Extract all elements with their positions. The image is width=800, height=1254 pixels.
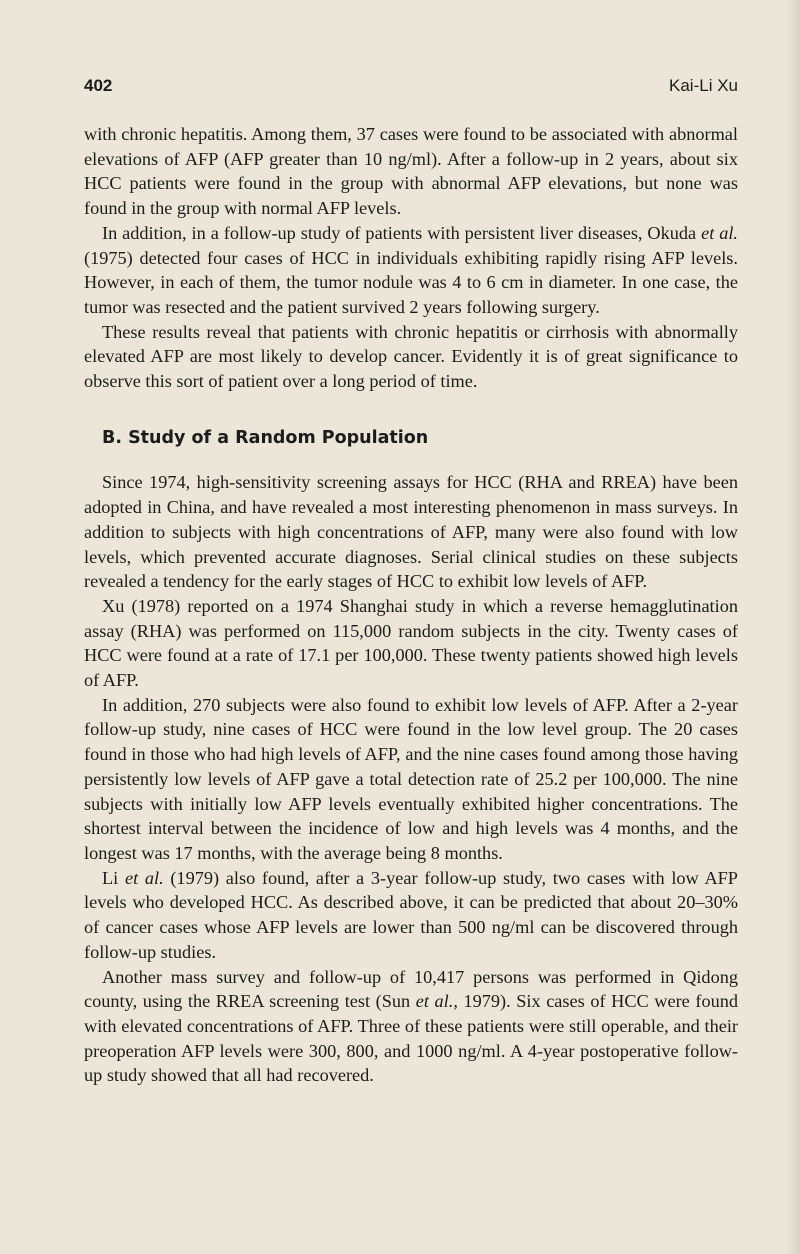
citation-et-al: et al. bbox=[701, 222, 738, 243]
page-number: 402 bbox=[84, 76, 113, 95]
paragraph-6: In addition, 270 subjects were also found to exhibit low levels of AFP. After a 2-year follow-up study, nine cases of HCC were found in the low level group. The 20 cases found in those who had high levels of AFP, and the nine cases found among those having persistently low levels of AFP gave a total detection rate of 25.2 per 100,000. The nine subjects with initially low AFP levels eventually exhibited higher concentrations. The shortest interval between the incidence of low and high levels was 4 months, and the longest was 17 months, with the average being 8 months. bbox=[84, 694, 738, 863]
paragraph-5: Xu (1978) reported on a 1974 Shanghai study in which a reverse hemagglutination assay (RHA) was performed on 115,000 random subjects in the city. Twenty cases of HCC were found at a rate of 17.1 per 100,000. These twenty patients showed high levels of AFP. bbox=[84, 595, 738, 691]
running-head-author: Kai-Li Xu bbox=[669, 76, 738, 95]
paragraph-4: Since 1974, high-sensitivity screening assays for HCC (RHA and RREA) have been adopted in China, and have revealed a most interesting phenomenon in mass surveys. In addition to subjects with high concentrations of AFP, many were also found with low levels, which prevented accurate diagnoses. Serial clinical studies on these subjects revealed a tendency for the early stages of HCC to exhibit low levels of AFP. bbox=[84, 472, 738, 592]
section-heading: B. Study of a Random Population bbox=[102, 427, 429, 448]
body-text bbox=[84, 122, 738, 1088]
paragraph-8: Another mass survey and follow-up of 10,417 persons was performed in Qidong county, using the RREA screening test (Sun et al., 1979). Six cases of HCC were found with elevated concentrations of AFP. Three of these patients were still operable, and their preoperation AFP levels were 300, 800, and 1000 ng/ml. A 4-year postoperative follow-up study showed that all had recovered. bbox=[84, 966, 739, 1086]
page-edge-shadow bbox=[786, 0, 800, 1254]
citation-et-al: et al. bbox=[415, 991, 454, 1012]
paragraph-1: with chronic hepatitis. Among them, 37 cases were found to be associated with abnormal elevations of AFP (AFP greater than 10 ng/ml). After a follow-up in 2 years, about six HCC patients were found in the group with abnormal AFP elevations, but none was found in the group with normal AFP levels. bbox=[84, 124, 738, 219]
paragraph-7: Li et al. (1979) also found, after a 3-year follow-up study, two cases with low AFP levels who developed HCC. As described above, it can be predicted that about 20–30% of cancer cases whose AFP levels are lower than 500 ng/ml can be discovered through follow-up studies. bbox=[84, 867, 738, 962]
page-header bbox=[84, 76, 738, 100]
citation-et-al: et al. bbox=[124, 867, 164, 888]
paragraph-2: In addition, in a follow-up study of patients with persistent liver diseases, Okuda et al. (1975) detected four cases of HCC in individuals exhibiting rapidly rising AFP levels. However, in each of them, the tumor nodule was 4 to 6 cm in diameter. In one case, the tumor was resected and the patient survived 2 years following surgery. bbox=[84, 222, 738, 317]
paragraph-3: These results reveal that patients with chronic hepatitis or cirrhosis with abnormally elevated AFP are most likely to develop cancer. Evidently it is of great significance to observe this sort of patient over a long period of time. bbox=[84, 321, 738, 392]
